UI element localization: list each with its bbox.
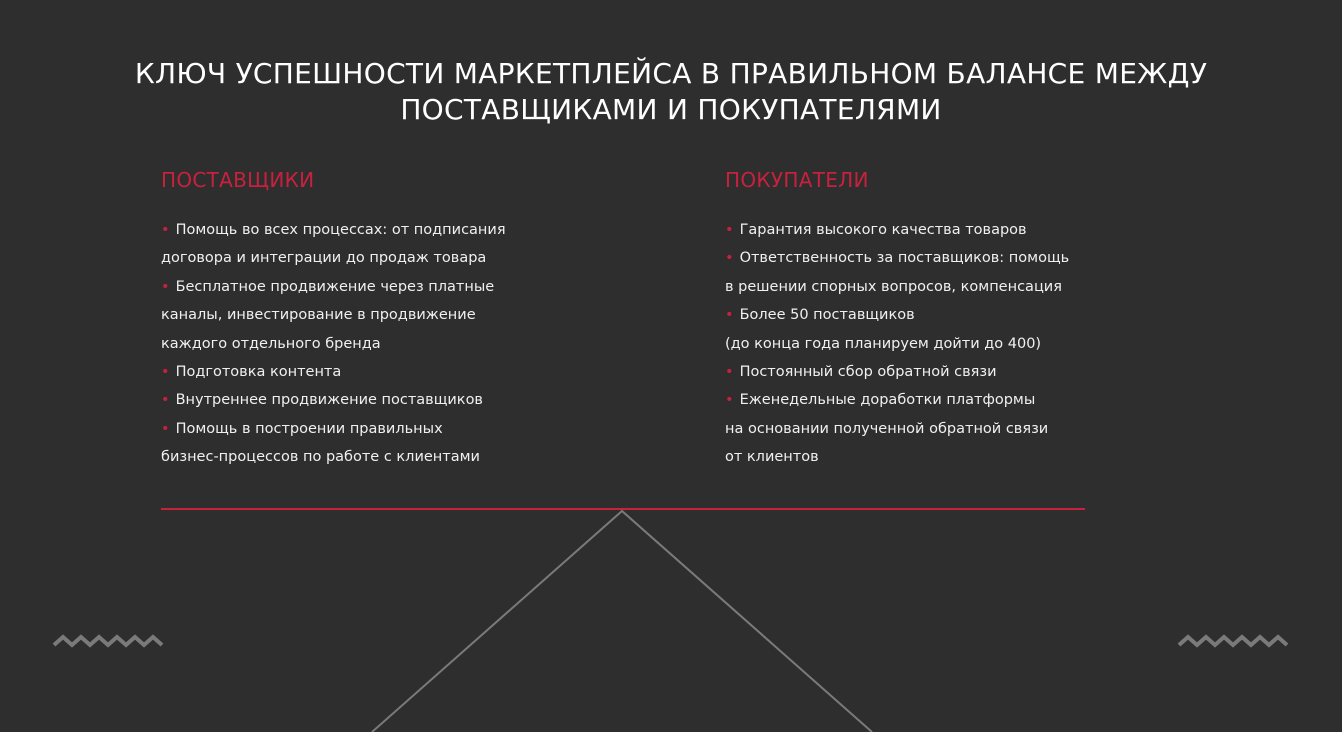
bullet-icon: • [725,392,734,409]
page-title-line-2: ПОСТАВЩИКАМИ И ПОКУПАТЕЛЯМИ [400,93,942,126]
list-item-text: Более 50 поставщиков [739,307,915,324]
bullet-icon: • [161,222,170,238]
bullet-icon: • [161,364,170,381]
list-item-text: Помощь во всех процессах: от подписания [175,222,506,238]
list-item-text: каждого отдельного бренда [161,335,381,352]
bullet-icon: • [725,222,734,238]
list-item-text: Гарантия высокого качества товаров [739,222,1027,238]
bullet-icon: • [725,307,734,324]
bullet-icon: • [725,250,734,267]
list-item-text: бизнес-процессов по работе с клиентами [161,449,480,466]
zigzag-icon [54,637,162,645]
list-item-text: в решении спорных вопросов, компенсация [725,278,1062,295]
list-item-text: Подготовка контента [175,364,342,381]
page-title-line-1: КЛЮЧ УСПЕШНОСТИ МАРКЕТПЛЕЙСА В ПРАВИЛЬНОМ БАЛАНСЕ МЕЖДУ [134,57,1208,90]
bullet-icon: • [161,420,170,437]
bullet-icon: • [725,364,734,381]
bullet-icon: • [161,278,170,295]
list-item-text: договора и интеграции до продаж товара [161,250,487,267]
bullet-icon: • [161,392,170,409]
list-item-text: Постоянный сбор обратной связи [739,364,997,381]
list-item-text: на основании полученной обратной связи [725,420,1049,437]
list-item-text: Еженедельные доработки платформы [739,392,1036,409]
list-item-text: от клиентов [725,449,819,466]
triangle-fulcrum [372,511,872,732]
list-item-text: (до конца года планируем дойти до 400) [725,335,1042,352]
list-item-text: Ответственность за поставщиков: помощь [739,250,1070,267]
buyers-heading: ПОКУПАТЕЛИ [725,168,869,192]
list-item-text: каналы, инвестирование в продвижение [161,307,476,324]
zigzag-icon [1179,637,1287,645]
list-item-text: Внутреннее продвижение поставщиков [175,392,483,409]
suppliers-heading: ПОСТАВЩИКИ [161,168,315,192]
list-item-text: Помощь в построении правильных [175,420,443,437]
list-item-text: Бесплатное продвижение через платные [175,278,495,295]
